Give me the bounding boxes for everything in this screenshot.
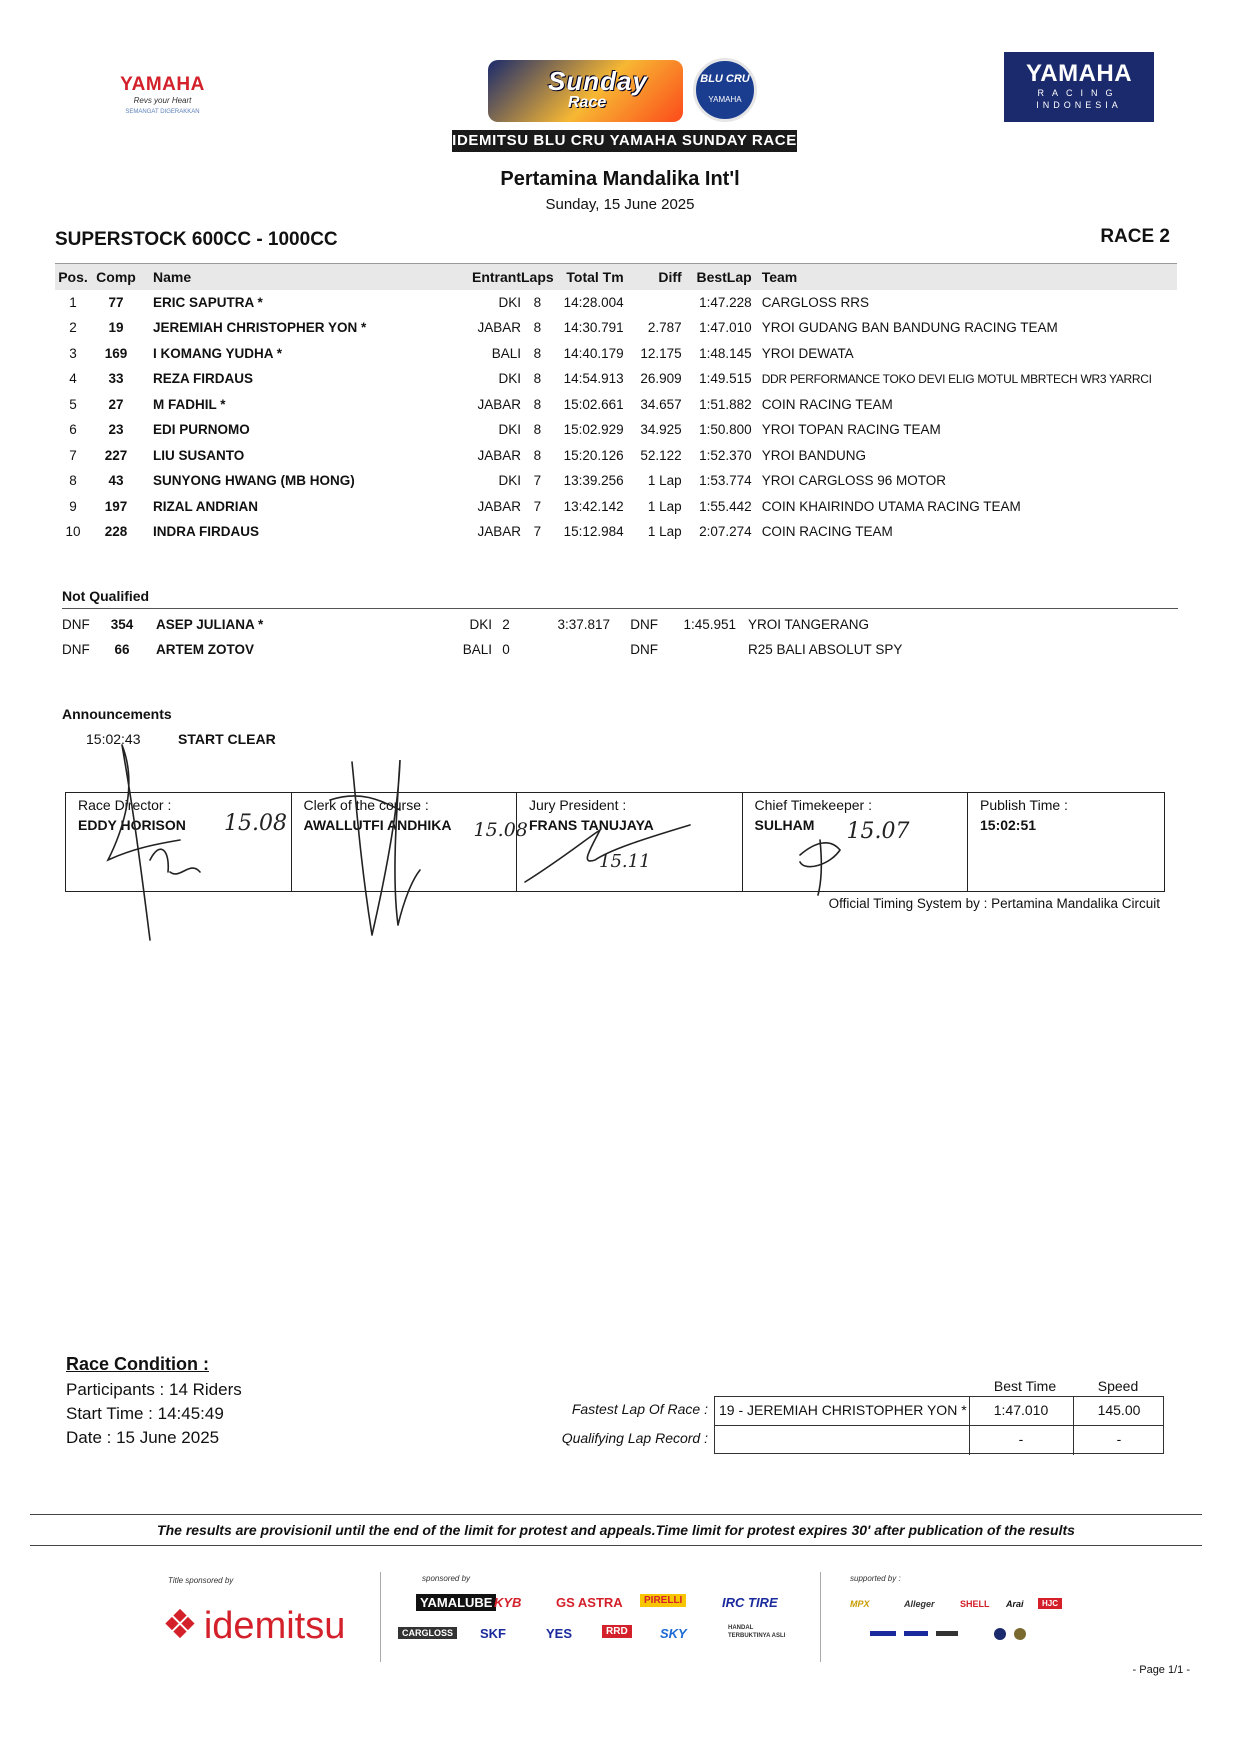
publish-time-box [968, 793, 1164, 891]
result-cell-diff [624, 290, 682, 316]
signature-role: Chief Timekeeper : [754, 797, 872, 813]
idemitsu-logo [162, 1602, 345, 1648]
class-title: SUPERSTOCK 600CC - 1000CC [55, 229, 338, 250]
result-cell-entrant: DKI [498, 473, 521, 489]
page-number: - Page 1/1 - [1132, 1664, 1190, 1676]
result-cell-name: REZA FIRDAUS [153, 371, 253, 387]
yamaha-left-brand: YAMAHA [120, 74, 205, 95]
title-sponsor-label: Title sponsored by [168, 1576, 234, 1585]
result-cell-entrant: JABAR [477, 320, 521, 336]
result-cell-comp: 77 [108, 294, 124, 310]
fastest-lap-grid [714, 1396, 1164, 1454]
disclaimer-rule-top [30, 1514, 1202, 1515]
qualifying-lap-label: Qualifying Lap Record : [561, 1430, 708, 1446]
start-time: Start Time : 14:45:49 [66, 1404, 224, 1423]
result-cell-team: YROI TOPAN RACING TEAM [761, 422, 941, 438]
result-cell-laps: 8 [533, 371, 542, 387]
result-cell-name: M FADHIL * [153, 396, 226, 412]
col-pos: Pos. [55, 264, 91, 290]
col-diff: Diff [624, 264, 682, 290]
results-table [55, 263, 1177, 545]
publish-time-value: 15:02:51 [980, 817, 1037, 833]
result-cell-entrant: BALI [491, 345, 521, 361]
result-cell-diff: 1 Lap [647, 498, 682, 514]
nq-cell-diff: DNF [630, 642, 658, 657]
signature-chief-timekeeper [743, 793, 969, 891]
result-cell-name: I KOMANG YUDHA * [153, 345, 283, 361]
col-comp: Comp [91, 264, 141, 290]
support-mpx: MPX [850, 1599, 870, 1609]
handwritten-time: 15.11 [599, 851, 651, 872]
announcement-time: 15:02:43 [86, 731, 141, 747]
sponsor-skf: SKF [480, 1626, 506, 1641]
signature-role: Race Director : [78, 797, 172, 813]
sponsor-gs-astra: GS ASTRA [556, 1595, 623, 1610]
result-cell-total: 15:20.126 [563, 447, 624, 463]
support-arai: Arai [1006, 1599, 1024, 1609]
disclaimer-text: The results are provisionil until the end of the limit for protest and appeals.Time limit for protest expires 30' after publication of the results [157, 1522, 1075, 1538]
result-cell-diff: 1 Lap [647, 473, 682, 489]
nq-cell-comp: 354 [110, 617, 134, 632]
venue-title: Pertamina Mandalika Int'l [500, 168, 740, 190]
result-row [55, 341, 1177, 367]
sponsored-by-label: sponsored by [422, 1574, 471, 1583]
result-cell-entrant: DKI [498, 294, 521, 310]
result-cell-team: CARGLOSS RRS [761, 294, 869, 310]
result-row [55, 443, 1177, 469]
yamaha-right-country: INDONESIA [1036, 100, 1122, 110]
result-cell-team: DDR PERFORMANCE TOKO DEVI ELIG MOTUL MBRTECH WR3 YARRCI [761, 371, 1152, 386]
nq-cell-team: R25 BALI ABSOLUT SPY [748, 642, 903, 657]
result-cell-laps: 8 [533, 320, 542, 336]
nq-cell-total: 3:37.817 [557, 617, 610, 632]
nq-cell-entrant: DKI [469, 617, 492, 632]
announcement-text: START CLEAR [178, 731, 276, 747]
sponsor-yamalube: YAMALUBE [416, 1594, 496, 1611]
best-time-header: Best Time [993, 1378, 1057, 1394]
handwritten-time: 15.07 [846, 819, 910, 844]
result-cell-total: 14:40.179 [563, 345, 624, 361]
sponsor-cargloss: CARGLOSS [398, 1627, 457, 1639]
race-date: Sunday, 15 June 2025 [545, 196, 695, 213]
result-row [55, 392, 1177, 418]
sponsor-yes: YES [546, 1626, 573, 1641]
idemitsu-word: idemitsu [203, 1605, 346, 1647]
nq-cell-comp: 66 [114, 642, 130, 657]
sponsor-divider [820, 1572, 821, 1662]
yamaha-left-logo [110, 74, 215, 115]
result-cell-diff: 34.657 [640, 396, 682, 412]
result-cell-best: 1:47.010 [699, 320, 752, 336]
result-cell-best: 2:07.274 [699, 524, 752, 540]
col-bestlap: BestLap [682, 264, 752, 290]
signature-race-director [66, 793, 292, 891]
result-cell-comp: 169 [104, 345, 128, 361]
not-qualified-table [62, 612, 1178, 662]
result-cell-pos: 7 [69, 447, 77, 463]
result-cell-best: 1:50.800 [699, 422, 752, 438]
result-cell-total: 13:39.256 [563, 473, 624, 489]
qualifying-lap-time: - [1018, 1431, 1024, 1447]
participants: Participants : 14 Riders [66, 1380, 242, 1399]
nq-cell-laps: 2 [502, 617, 510, 632]
fastest-lap-time: 1:47.010 [993, 1402, 1049, 1418]
support-logo-mark [936, 1631, 958, 1636]
disclaimer-rule-bottom [30, 1545, 1202, 1546]
result-cell-comp: 33 [108, 371, 124, 387]
result-cell-team: YROI DEWATA [761, 345, 854, 361]
result-cell-entrant: JABAR [477, 447, 521, 463]
idemitsu-mark-icon: ❖ [162, 1603, 198, 1647]
nq-cell-diff: DNF [630, 617, 658, 632]
nq-cell-pos: DNF [62, 642, 90, 657]
result-cell-comp: 227 [104, 447, 128, 463]
sponsor-irc: IRC TIRE [722, 1595, 778, 1610]
result-cell-name: INDRA FIRDAUS [153, 524, 259, 540]
result-cell-comp: 27 [108, 396, 124, 412]
support-alleger: Alleger [904, 1599, 935, 1609]
result-cell-laps: 7 [533, 524, 542, 540]
result-cell-pos: 4 [69, 371, 77, 387]
result-row [55, 290, 1177, 316]
support-shell: SHELL [960, 1599, 990, 1609]
signature-role: Clerk of the course : [303, 797, 429, 813]
result-cell-comp: 19 [108, 320, 124, 336]
result-row [55, 366, 1177, 392]
blu-cru-line1: BLU CRU [700, 73, 750, 85]
col-team: Team [752, 264, 1177, 290]
support-hjc: HJC [1038, 1598, 1062, 1609]
yamaha-left-tagline: Revs your Heart [133, 96, 192, 105]
nq-cell-best: 1:45.951 [683, 617, 736, 632]
result-cell-pos: 10 [65, 524, 81, 540]
col-entrant: Entrant [451, 264, 521, 290]
result-row [55, 494, 1177, 520]
result-cell-team: COIN RACING TEAM [761, 524, 893, 540]
result-cell-entrant: DKI [498, 422, 521, 438]
result-cell-comp: 197 [104, 498, 128, 514]
result-cell-laps: 8 [533, 422, 542, 438]
result-row [55, 417, 1177, 443]
result-row [55, 315, 1177, 341]
result-cell-total: 14:54.913 [563, 371, 624, 387]
result-cell-entrant: DKI [498, 371, 521, 387]
supported-logos-row2 [870, 1624, 1040, 1644]
result-cell-diff: 2.787 [647, 320, 682, 336]
grid-divider [969, 1397, 970, 1455]
race-condition-title: Race Condition : [66, 1354, 209, 1374]
nq-cell-best [658, 637, 736, 662]
blu-cru-line2: YAMAHA [708, 95, 742, 104]
result-cell-name: LIU SUSANTO [153, 447, 245, 463]
nq-cell-entrant: BALI [462, 642, 492, 657]
result-cell-total: 14:28.004 [563, 294, 624, 310]
qualifying-lap-speed: - [1116, 1431, 1122, 1447]
result-cell-diff: 52.122 [640, 447, 682, 463]
signature-role: Publish Time : [980, 797, 1068, 813]
speed-header: Speed [1097, 1378, 1139, 1394]
result-cell-comp: 43 [108, 473, 124, 489]
fastest-lap-row [715, 1397, 1163, 1426]
result-cell-laps: 7 [533, 473, 542, 489]
signature-jury-president [517, 793, 743, 891]
sunday-race-logo-line1: Sunday [548, 66, 648, 96]
signature-name: FRANS TANUJAYA [529, 817, 654, 833]
sunday-race-logo [488, 56, 748, 126]
signature-role: Jury President : [529, 797, 627, 813]
result-cell-name: SUNYONG HWANG (MB HONG) [153, 473, 355, 489]
result-cell-team: COIN RACING TEAM [761, 396, 893, 412]
nq-cell-name: ARTEM ZOTOV [156, 642, 255, 657]
results-body [55, 290, 1177, 545]
grid-divider [1073, 1397, 1074, 1455]
support-logo-mark [994, 1628, 1006, 1640]
not-qualified-row [62, 637, 1178, 662]
signature-name: AWALLUTFI ANDHIKA [303, 817, 452, 833]
result-cell-best: 1:49.515 [699, 371, 752, 387]
sponsor-sky: SKY [660, 1626, 687, 1641]
result-cell-laps: 8 [533, 345, 542, 361]
result-row [55, 468, 1177, 494]
result-cell-comp: 23 [108, 422, 124, 438]
sponsor-pirelli: PIRELLI [640, 1594, 686, 1607]
result-cell-team: YROI GUDANG BAN BANDUNG RACING TEAM [761, 320, 1058, 336]
result-cell-comp: 228 [104, 524, 128, 540]
signature-name: EDDY HORISON [78, 817, 186, 833]
result-cell-best: 1:48.145 [699, 345, 752, 361]
result-cell-total: 13:42.142 [563, 498, 624, 514]
col-total: Total Tm [554, 264, 624, 290]
result-cell-name: EDI PURNOMO [153, 422, 250, 438]
not-qualified-divider [62, 608, 1178, 609]
handwritten-time: 15.08 [224, 811, 287, 836]
not-qualified-row [62, 612, 1178, 637]
result-cell-pos: 9 [69, 498, 77, 514]
sponsor-kyb: KYB [494, 1595, 522, 1610]
result-cell-laps: 7 [533, 498, 542, 514]
nq-cell-name: ASEP JULIANA * [156, 617, 264, 632]
yamaha-left-sub: SEMANGAT DIGERAKKAN [125, 109, 200, 115]
signature-boxes [65, 792, 1165, 892]
nq-cell-total [520, 637, 610, 662]
result-cell-best: 1:47.228 [699, 294, 752, 310]
race-condition-date: Date : 15 June 2025 [66, 1428, 220, 1447]
result-cell-entrant: JABAR [477, 396, 521, 412]
supported-by-label: supported by : [850, 1574, 901, 1583]
nq-cell-laps: 0 [502, 642, 510, 657]
result-cell-team: YROI BANDUNG [761, 447, 866, 463]
qualifying-lap-row [715, 1426, 1163, 1455]
yamaha-right-racing: RACING [1037, 88, 1121, 98]
result-row [55, 519, 1177, 545]
result-cell-laps: 8 [533, 447, 542, 463]
nq-cell-team: YROI TANGERANG [748, 617, 870, 632]
yamaha-right-brand: YAMAHA [1025, 60, 1133, 87]
result-cell-pos: 2 [69, 320, 77, 336]
sponsor-divider [380, 1572, 381, 1662]
timing-note: Official Timing System by : Pertamina Mandalika Circuit [828, 896, 1160, 911]
result-cell-pos: 1 [69, 294, 77, 310]
sponsor-handal: HANDAL TERBUKTINYA ASLI [728, 1625, 786, 1639]
result-cell-total: 15:02.929 [563, 422, 624, 438]
result-cell-laps: 8 [533, 396, 542, 412]
result-cell-pos: 6 [69, 422, 77, 438]
nq-cell-pos: DNF [62, 617, 90, 632]
result-cell-best: 1:52.370 [699, 447, 752, 463]
col-laps: Laps [521, 264, 554, 290]
result-cell-entrant: JABAR [477, 524, 521, 540]
result-cell-name: RIZAL ANDRIAN [153, 498, 258, 514]
result-cell-total: 15:02.661 [563, 396, 624, 412]
support-logo-mark [904, 1631, 928, 1636]
result-cell-diff: 34.925 [640, 422, 682, 438]
result-cell-pos: 8 [69, 473, 77, 489]
fastest-lap-speed: 145.00 [1097, 1402, 1141, 1418]
not-qualified-body [62, 612, 1178, 662]
yamaha-racing-logo [1004, 52, 1154, 122]
result-cell-name: ERIC SAPUTRA * [153, 294, 263, 310]
result-cell-diff: 26.909 [640, 371, 682, 387]
result-cell-best: 1:51.882 [699, 396, 752, 412]
fastest-lap-rider: 19 - JEREMIAH CHRISTOPHER YON * [719, 1402, 967, 1418]
blu-cru-logo [693, 58, 757, 122]
result-cell-laps: 8 [533, 294, 542, 310]
result-cell-entrant: JABAR [477, 498, 521, 514]
result-cell-team: YROI CARGLOSS 96 MOTOR [761, 473, 946, 489]
col-name: Name [141, 264, 451, 290]
result-cell-pos: 5 [69, 396, 77, 412]
result-cell-best: 1:53.774 [699, 473, 752, 489]
fastest-lap-label: Fastest Lap Of Race : [571, 1401, 708, 1417]
support-logo-mark [1014, 1628, 1026, 1640]
result-cell-best: 1:55.442 [699, 498, 752, 514]
result-cell-name: JEREMIAH CHRISTOPHER YON * [153, 320, 367, 336]
signature-name: SULHAM [754, 817, 815, 833]
result-cell-total: 15:12.984 [563, 524, 624, 540]
handwritten-time: 15.08 [473, 819, 528, 841]
announcements-title: Announcements [62, 706, 172, 722]
result-cell-diff: 1 Lap [647, 524, 682, 540]
signature-clerk-of-course [292, 793, 528, 891]
sponsor-rrd: RRD [602, 1625, 632, 1638]
not-qualified-title: Not Qualified [62, 588, 150, 604]
race-number: RACE 2 [1100, 226, 1170, 247]
support-logo-mark [870, 1631, 896, 1636]
result-cell-total: 14:30.791 [563, 320, 624, 336]
result-cell-diff: 12.175 [640, 345, 682, 361]
result-cell-pos: 3 [69, 345, 77, 361]
sunday-race-logo-line2: Race [568, 94, 607, 111]
result-cell-team: COIN KHAIRINDO UTAMA RACING TEAM [761, 498, 1021, 514]
results-header-row [55, 264, 1177, 290]
event-title: IDEMITSU BLU CRU YAMAHA SUNDAY RACE [452, 130, 797, 152]
